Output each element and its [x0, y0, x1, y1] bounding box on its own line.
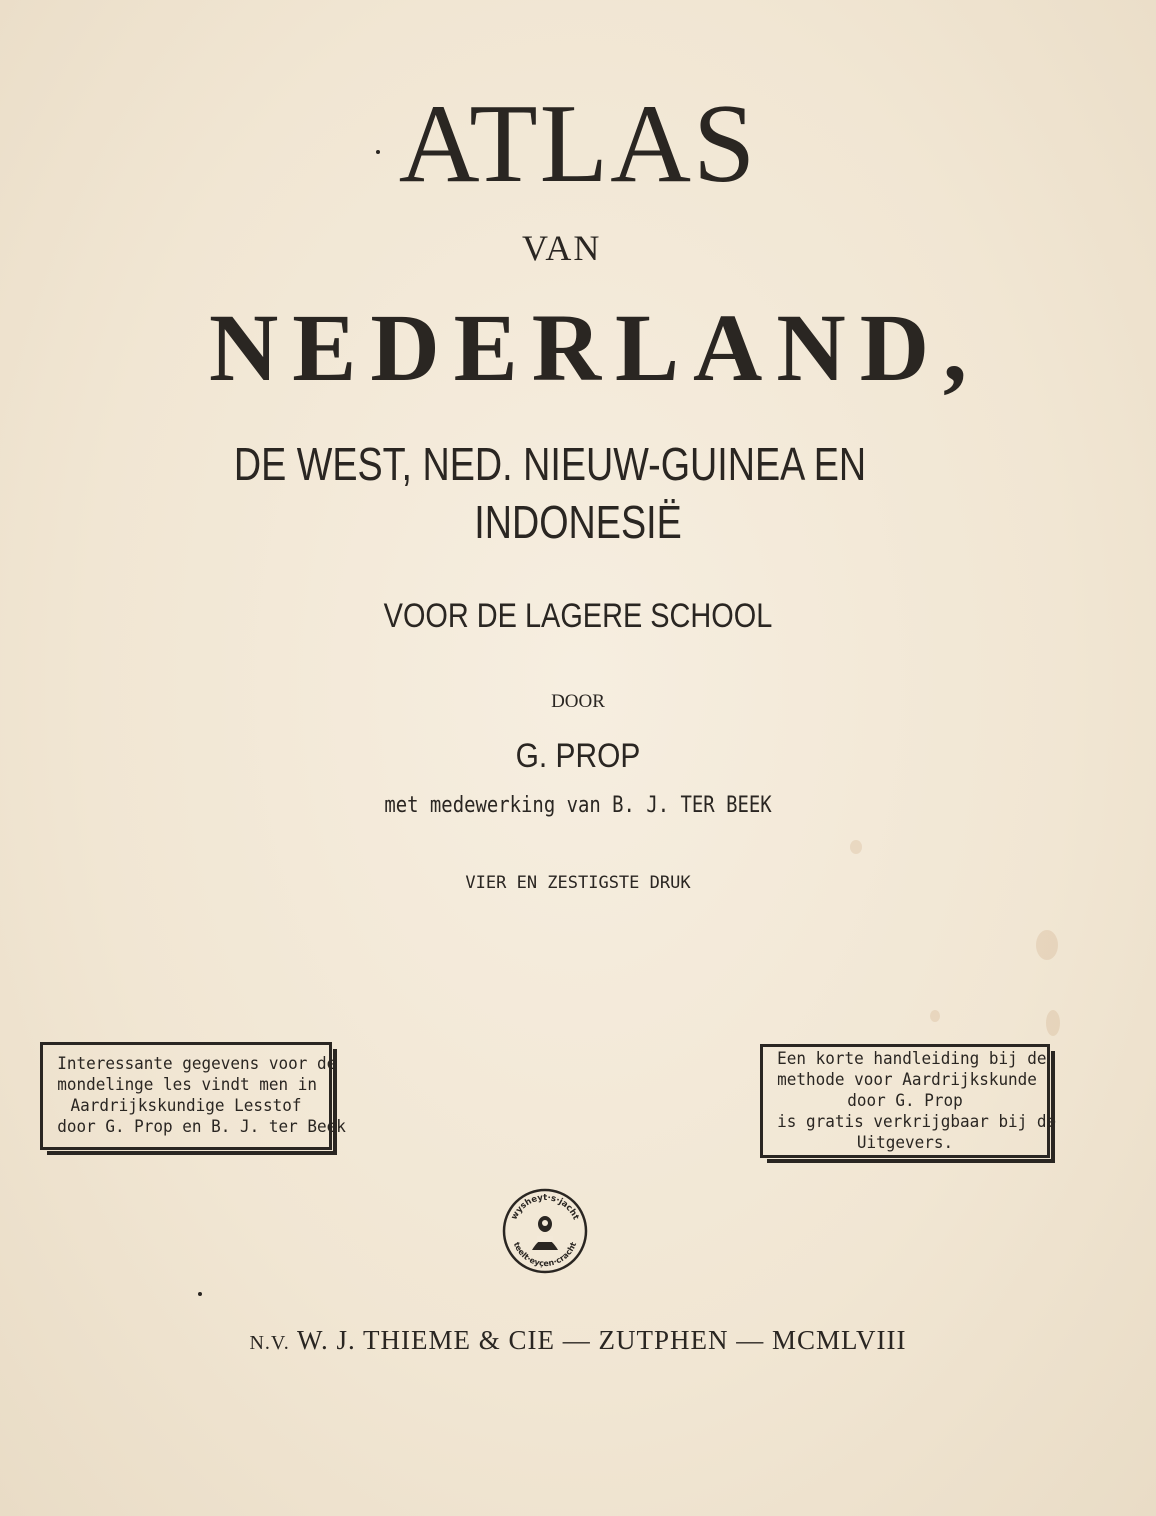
paper-stain	[1046, 1010, 1060, 1036]
notice-right-line: Uitgevers.	[856, 1132, 954, 1153]
seal-bottom-text: teelt·eyçen·cracht	[511, 1240, 579, 1269]
paper-stain	[930, 1010, 940, 1022]
publisher-seal-icon	[502, 1188, 588, 1274]
subtitle-line-1: DE WEST, NED. NIEUW-GUINEA EN	[233, 438, 867, 490]
byline-door: DOOR	[551, 691, 605, 712]
title-nederland: NEDERLAND,	[208, 294, 982, 401]
coauthor-line: met medewerking van B. J. TER BEEK	[384, 793, 772, 818]
imprint-publisher: W. J. THIEME & CIE — ZUTPHEN — MCMLVIII	[297, 1325, 907, 1355]
paper-stain	[1036, 930, 1058, 960]
notice-right-line: door G. Prop	[847, 1090, 963, 1111]
ink-dot	[198, 1292, 202, 1296]
author-name: G. PROP	[515, 737, 641, 775]
seal-figure-icon	[532, 1216, 558, 1250]
imprint-nv: N.V.	[249, 1332, 290, 1354]
notice-right-line: methode voor Aardrijkskunde	[777, 1069, 1037, 1090]
paper-stain	[850, 840, 862, 854]
notice-left-line: Aardrijkskundige Lesstof	[70, 1096, 302, 1116]
notice-box-left	[40, 1042, 346, 1150]
notice-left-line: door G. Prop en B. J. ter Beek	[57, 1117, 346, 1137]
notice-left-line: Interessante gegevens voor de	[57, 1054, 337, 1074]
title-van: VAN	[522, 228, 602, 268]
notice-box-right	[760, 1044, 1057, 1158]
notice-right-line: is gratis verkrijgbaar bij de	[777, 1111, 1057, 1132]
imprint-line	[0, 1324, 1156, 1359]
edition-line: VIER EN ZESTIGSTE DRUK	[465, 873, 691, 893]
audience-line: VOOR DE LAGERE SCHOOL	[383, 597, 773, 635]
seal-top-text: wysheyt·s·jacht	[509, 1192, 581, 1222]
title-atlas: ATLAS	[398, 82, 758, 206]
notice-left-line: mondelinge les vindt men in	[57, 1075, 317, 1095]
subtitle-line-2: INDONESIË	[474, 496, 682, 548]
notice-right-line: Een korte handleiding bij de	[777, 1048, 1047, 1069]
